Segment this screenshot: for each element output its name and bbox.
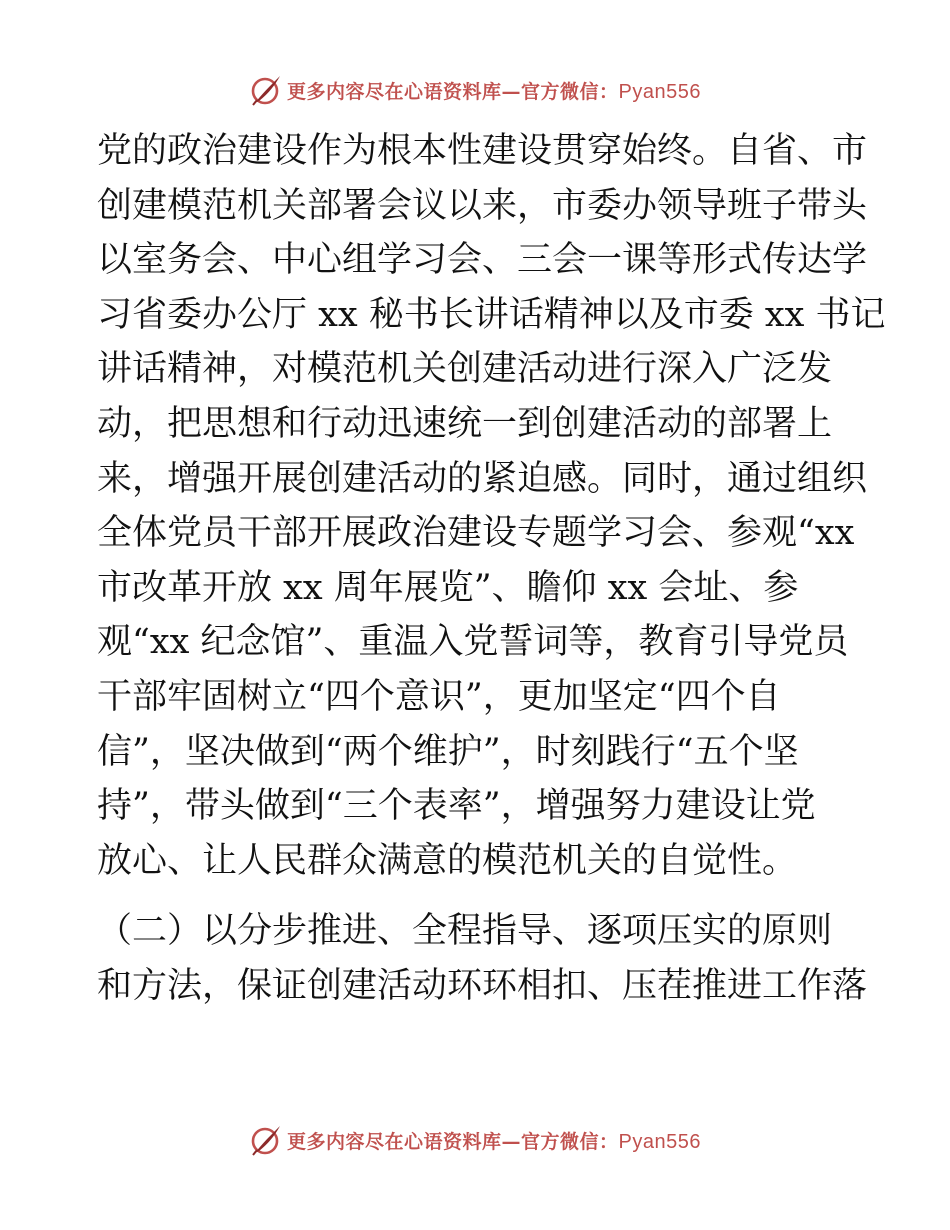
body-line: 党的政治建设作为根本性建设贯穿始终。自省、市 <box>97 131 868 171</box>
body-line: 信”，坚决做到“两个维护”，时刻践行“五个坚 <box>97 731 799 772</box>
body-line: 观“xx 纪念馆”、重温入党誓词等，教育引导党员 <box>97 622 849 663</box>
footer-banner <box>0 1120 950 1160</box>
body-line: 持”，带头做到“三个表率”，增强努力建设让党 <box>97 786 816 827</box>
quill-logo-icon <box>249 1123 283 1157</box>
header-banner <box>0 70 950 110</box>
body-line: 以室务会、中心组学习会、三会一课等形式传达学 <box>97 240 868 281</box>
section-line: 和方法，保证创建活动环环相扣、压茬推进工作落 <box>97 965 868 1006</box>
document-body <box>97 124 886 1014</box>
body-line: 市改革开放 xx 周年展览”、瞻仰 xx 会址、参 <box>97 567 799 608</box>
footer-banner-text <box>287 1127 701 1154</box>
section-heading-line: （二）以分步推进、全程指导、逐项压实的原则 <box>97 911 833 952</box>
body-line: 全体党员干部开展政治建设专题学习会、参观“xx <box>97 513 855 554</box>
body-line: 动，把思想和行动迅速统一到创建活动的部署上 <box>97 403 833 444</box>
header-banner-text <box>287 77 701 104</box>
body-line: 干部牢固树立“四个意识”，更加坚定“四个自 <box>97 676 781 717</box>
footer-banner-label: 更多内容尽在心语资料库—官方微信： <box>287 1130 619 1153</box>
body-line: 放心、让人民群众满意的模范机关的自觉性。 <box>97 840 798 881</box>
header-banner-label: 更多内容尽在心语资料库—官方微信： <box>287 80 619 103</box>
body-line: 来，增强开展创建活动的紧迫感。同时，通过组织 <box>97 458 868 499</box>
footer-banner-account: Pyan556 <box>618 1130 701 1153</box>
quill-logo-icon <box>249 73 283 107</box>
body-line: 创建模范机关部署会议以来，市委办领导班子带头 <box>97 185 868 226</box>
header-banner-account: Pyan556 <box>618 80 701 103</box>
body-line: 习省委办公厅 xx 秘书长讲话精神以及市委 xx 书记 <box>97 294 886 335</box>
body-line: 讲话精神，对模范机关创建活动进行深入广泛发 <box>97 349 833 390</box>
